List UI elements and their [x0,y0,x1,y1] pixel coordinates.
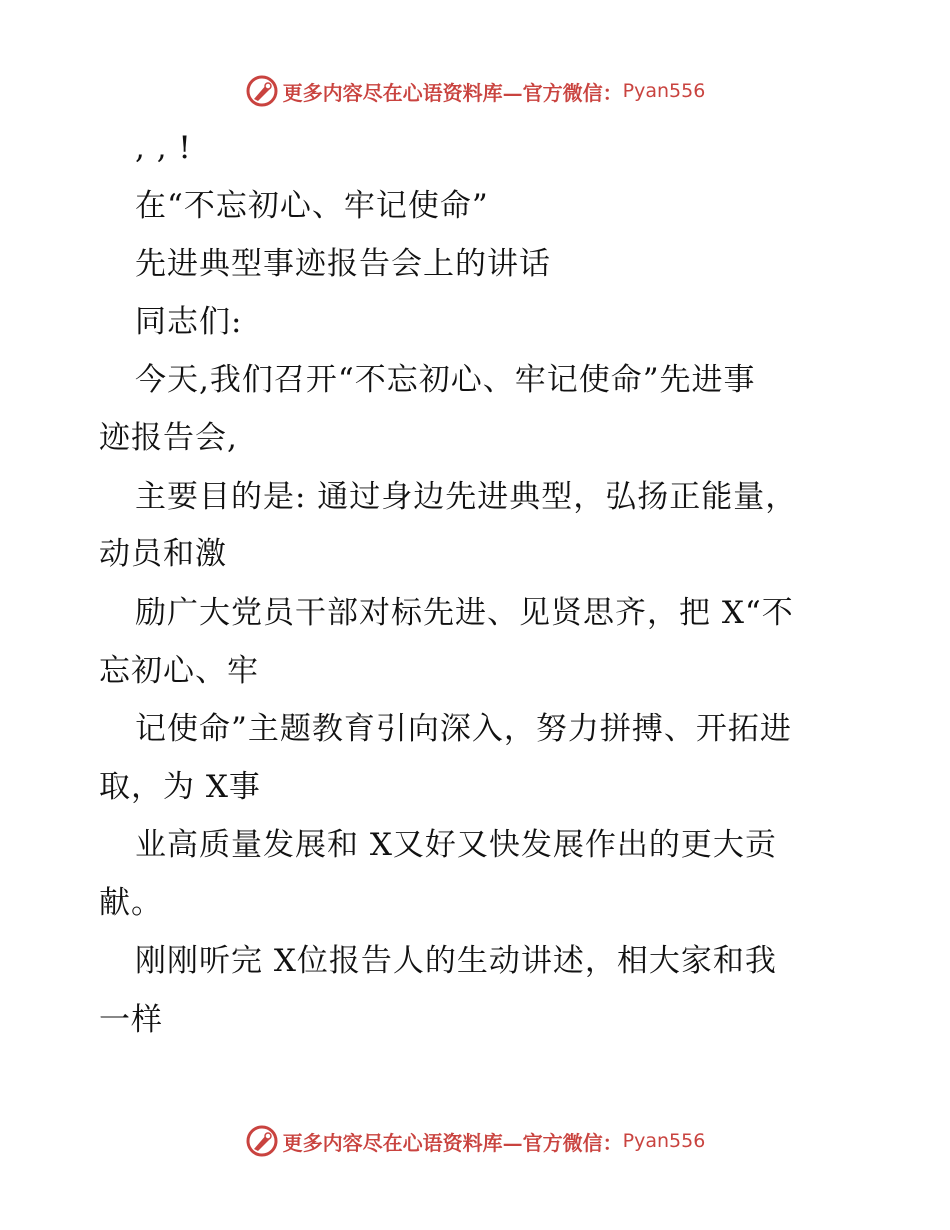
doc-line: 一样 [99,1002,163,1038]
pen-logo-icon [245,1124,279,1158]
header-watermark-banner [0,71,950,111]
doc-line: 在“不忘初心、牢记使命” [135,188,489,224]
doc-line: 业高质量发展和 X又好又快发展作出的更大贡 [135,827,777,863]
doc-line: 同志们: [135,304,243,340]
pen-logo-icon [245,74,279,108]
doc-line: 励广大党员干部对标先进、见贤思齐，把 X“不 [135,595,794,631]
banner-brand-text: 更多内容尽在心语资料库—官方微信： [282,1130,623,1155]
doc-line: , , ! [135,130,192,166]
banner-account-text: Pyan556 [622,1130,706,1152]
doc-line: 取，为 X事 [99,769,261,805]
doc-line: 刚刚听完 X位报告人的生动讲述，相大家和我 [135,943,777,979]
doc-line: 迹报告会, [99,420,238,456]
doc-line: 今天,我们召开“不忘初心、牢记使命”先进事 [135,362,756,398]
doc-line: 忘初心、牢 [99,653,259,689]
doc-line: 记使命”主题教育引向深入，努力拼搏、开拓进 [135,711,792,747]
doc-line: 主要目的是: 通过身边先进典型，弘扬正能量， [135,479,798,515]
banner-brand-text: 更多内容尽在心语资料库—官方微信： [282,80,623,105]
doc-line: 先进典型事迹报告会上的讲话 [135,246,551,282]
footer-watermark-banner [0,1121,950,1161]
doc-line: 动员和激 [99,536,227,572]
doc-line: 献。 [99,885,163,921]
banner-account-text: Pyan556 [622,80,706,102]
